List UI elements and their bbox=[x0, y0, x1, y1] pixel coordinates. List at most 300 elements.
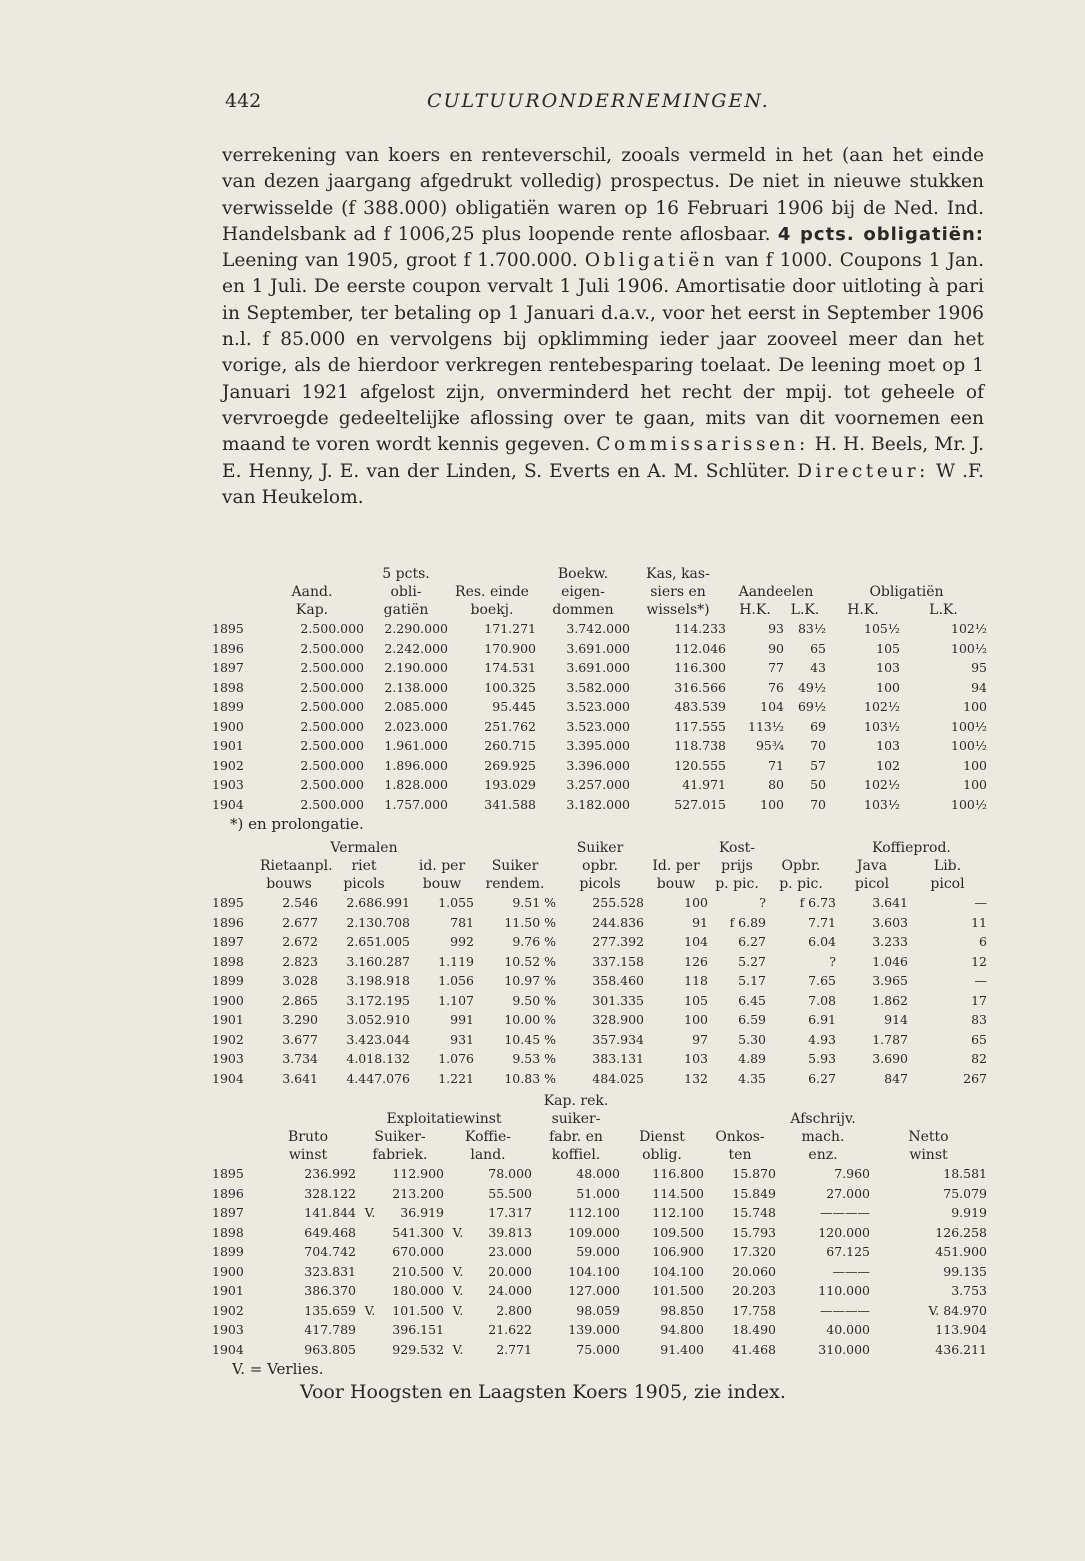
value-cell: 18.581 bbox=[943, 1166, 987, 1181]
value-cell: 5.30 bbox=[738, 1031, 766, 1047]
value-cell: 341.588 bbox=[484, 796, 536, 812]
value-cell: 6.45 bbox=[738, 992, 766, 1008]
table-row bbox=[212, 795, 987, 815]
value-cell: 59.000 bbox=[576, 1244, 620, 1259]
value-cell: 15.748 bbox=[732, 1205, 776, 1220]
value-cell: V. bbox=[452, 1341, 464, 1357]
value-cell: 323.831 bbox=[304, 1263, 356, 1279]
header-cell: Opbr. bbox=[781, 858, 821, 874]
value-cell: 277.392 bbox=[592, 934, 644, 949]
value-cell: 102½ bbox=[864, 777, 900, 792]
value-cell: 100 bbox=[963, 699, 987, 714]
value-cell: 71 bbox=[768, 757, 784, 773]
value-cell: 3.691.000 bbox=[566, 660, 630, 675]
value-cell: 914 bbox=[884, 1012, 908, 1027]
table-row bbox=[212, 697, 987, 717]
value-cell: 3.198.918 bbox=[346, 973, 410, 988]
value-cell: 436.211 bbox=[935, 1341, 987, 1357]
value-cell bbox=[356, 1184, 384, 1204]
header-cell: picol bbox=[854, 876, 890, 892]
prose-part-4: H. H. Beels, Mr. J. E. Henny, J. E. van der Linden, S. Everts en A. M. Schlüter. bbox=[222, 434, 984, 482]
value-cell: 781 bbox=[450, 914, 474, 930]
value-cell: 100 bbox=[684, 895, 708, 910]
value-cell: V. bbox=[452, 1224, 464, 1240]
value-cell: 6.27 bbox=[738, 934, 766, 949]
value-cell: 112.100 bbox=[568, 1205, 620, 1220]
value-cell: 7.65 bbox=[808, 973, 836, 988]
header-cell: p. pic. bbox=[779, 876, 823, 892]
table-row bbox=[212, 658, 987, 678]
value-cell: 244.836 bbox=[592, 914, 644, 930]
value-cell: 963.805 bbox=[304, 1341, 356, 1357]
table-row bbox=[212, 1164, 987, 1184]
header-cell: fabriek. bbox=[372, 1147, 428, 1163]
value-cell: 396.151 bbox=[392, 1322, 444, 1337]
year-cell: 1904 bbox=[212, 1070, 244, 1086]
value-cell: 1.046 bbox=[872, 953, 908, 969]
header-cell: Afschrijv. bbox=[790, 1111, 856, 1127]
value-cell: 2.138.000 bbox=[384, 679, 448, 695]
value-cell: 1.107 bbox=[438, 992, 474, 1008]
value-cell: 116.300 bbox=[674, 660, 726, 675]
table-row bbox=[212, 639, 987, 659]
spaced-commissarissen: Commissarissen: bbox=[596, 434, 809, 456]
prose-part-2: Leening van 1905, groot f 1.700.000. bbox=[222, 250, 578, 272]
page-header bbox=[225, 90, 985, 114]
header-cell: Rietaanpl. bbox=[260, 858, 333, 874]
header-cell: H.K. bbox=[739, 602, 771, 618]
value-cell: 100½ bbox=[951, 738, 987, 753]
value-cell: 2.500.000 bbox=[300, 699, 364, 714]
value-cell bbox=[356, 1320, 384, 1340]
value-cell: 20.060 bbox=[732, 1263, 776, 1279]
header-cell: boekj. bbox=[470, 602, 514, 618]
value-cell bbox=[444, 1203, 472, 1223]
value-cell: 1.119 bbox=[438, 953, 474, 969]
value-cell: 2.500.000 bbox=[300, 640, 364, 656]
production-table-body bbox=[212, 893, 987, 1088]
table-row bbox=[212, 1301, 987, 1321]
value-cell: V. bbox=[452, 1302, 464, 1318]
table-row bbox=[212, 893, 987, 913]
value-cell: 328.900 bbox=[592, 1012, 644, 1027]
header-cell: Java bbox=[856, 858, 888, 874]
table-row bbox=[212, 913, 987, 933]
value-cell: 116.800 bbox=[652, 1166, 704, 1181]
value-cell: 3.257.000 bbox=[566, 777, 630, 792]
value-cell: ———— bbox=[820, 1302, 870, 1318]
table-row bbox=[212, 1049, 987, 1069]
value-cell: 65 bbox=[810, 640, 826, 656]
value-cell: 383.131 bbox=[592, 1051, 644, 1066]
value-cell: 91.400 bbox=[660, 1341, 704, 1357]
value-cell: 527.015 bbox=[674, 796, 726, 812]
value-cell: 93 bbox=[768, 621, 784, 636]
value-cell: 3.691.000 bbox=[566, 640, 630, 656]
header-cell: dommen bbox=[552, 602, 614, 618]
table-row bbox=[212, 1242, 987, 1262]
value-cell: 1.056 bbox=[438, 973, 474, 988]
table-row bbox=[212, 678, 987, 698]
value-cell: 11.50 % bbox=[504, 914, 556, 930]
value-cell: 6.91 bbox=[808, 1012, 836, 1027]
value-cell: 10.83 % bbox=[504, 1070, 556, 1086]
year-cell: 1901 bbox=[212, 1283, 244, 1298]
value-cell: 6 bbox=[979, 934, 987, 949]
value-cell: 847 bbox=[884, 1070, 908, 1086]
prose-part-1: verrekening van koers en renteverschil, zooals vermeld in het (aan het einde van dezen jaargang afgedrukt volledig) prospectus. De niet in nieuwe stukken verwisselde (f 388.000) obligatiën waren op 16 Februari 1906 bij de Ned. Ind. Handelsbank ad f 1006,25 plus loopende rente aflosbaar. bbox=[222, 145, 984, 245]
value-cell: 95 bbox=[971, 660, 987, 675]
value-cell: 15.793 bbox=[732, 1224, 776, 1240]
body-text bbox=[222, 143, 984, 511]
value-cell: 357.934 bbox=[592, 1031, 644, 1047]
value-cell: 174.531 bbox=[484, 660, 536, 675]
value-cell: 5.93 bbox=[808, 1051, 836, 1066]
header-cell: gatiën bbox=[383, 602, 429, 618]
header-cell: riet bbox=[351, 858, 377, 874]
value-cell: 171.271 bbox=[484, 621, 536, 636]
running-head: CULTUURONDERNEMINGEN. bbox=[427, 90, 770, 112]
value-cell: 1.896.000 bbox=[384, 757, 448, 773]
value-cell: — bbox=[974, 973, 987, 988]
value-cell: 10.97 % bbox=[504, 973, 556, 988]
header-cell: siers en bbox=[650, 584, 706, 600]
header-cell: picol bbox=[930, 876, 965, 892]
table-row bbox=[212, 1223, 987, 1243]
value-cell: 3.603 bbox=[872, 914, 908, 930]
header-cell: bouws bbox=[266, 876, 312, 892]
value-cell: 649.468 bbox=[304, 1224, 356, 1240]
value-cell: V. bbox=[452, 1283, 464, 1298]
value-cell: 991 bbox=[450, 1012, 474, 1027]
value-cell: 193.029 bbox=[484, 777, 536, 792]
value-cell: 94.800 bbox=[660, 1322, 704, 1337]
header-cell: mach. bbox=[801, 1129, 845, 1145]
value-cell: 98.850 bbox=[660, 1302, 704, 1318]
year-cell: 1899 bbox=[212, 1244, 244, 1259]
value-cell: 1.862 bbox=[872, 992, 908, 1008]
value-cell: 75.000 bbox=[576, 1341, 620, 1357]
value-cell bbox=[444, 1164, 472, 1184]
table-row bbox=[212, 1203, 987, 1223]
value-cell: 104.100 bbox=[652, 1263, 704, 1279]
header-cell: oblig. bbox=[642, 1147, 682, 1163]
value-cell: 1.961.000 bbox=[384, 738, 448, 753]
bond-heading: 4 pcts. obligatiën: bbox=[777, 223, 984, 245]
value-cell: 3.172.195 bbox=[346, 992, 410, 1008]
value-cell: 97 bbox=[692, 1031, 708, 1047]
value-cell: 101.500 bbox=[652, 1283, 704, 1298]
value-cell: 117.555 bbox=[674, 718, 726, 734]
value-cell: 1.055 bbox=[438, 895, 474, 910]
year-cell: 1897 bbox=[212, 934, 244, 949]
value-cell: 103 bbox=[876, 738, 900, 753]
value-cell: 120.000 bbox=[818, 1224, 870, 1240]
value-cell: 7.71 bbox=[808, 914, 836, 930]
value-cell: 1.076 bbox=[438, 1051, 474, 1066]
table-row bbox=[212, 1184, 987, 1204]
year-cell: 1896 bbox=[212, 914, 244, 930]
value-cell: 139.000 bbox=[568, 1322, 620, 1337]
header-cell: koffiel. bbox=[551, 1147, 601, 1163]
year-cell: 1900 bbox=[212, 1263, 244, 1279]
value-cell: 43 bbox=[810, 660, 826, 675]
year-cell: 1904 bbox=[212, 1341, 244, 1357]
value-cell: 78.000 bbox=[488, 1166, 532, 1181]
table-row bbox=[212, 736, 987, 756]
value-cell: 27.000 bbox=[826, 1185, 870, 1201]
value-cell: 77 bbox=[768, 660, 784, 675]
value-cell bbox=[356, 1164, 384, 1184]
value-cell: 21.622 bbox=[488, 1322, 532, 1337]
value-cell: 3.753 bbox=[951, 1283, 987, 1298]
value-cell: 2.500.000 bbox=[300, 777, 364, 792]
value-cell: 104 bbox=[684, 934, 708, 949]
results-table-body bbox=[212, 1164, 987, 1359]
table-row bbox=[212, 991, 987, 1011]
closing-note: Voor Hoogsten en Laagsten Koers 1905, zie index. bbox=[300, 1381, 786, 1403]
value-cell: 337.158 bbox=[592, 953, 644, 969]
value-cell: 100 bbox=[760, 796, 784, 812]
year-cell: 1899 bbox=[212, 699, 244, 714]
header-cell: obli- bbox=[390, 584, 422, 600]
header-cell: Onkos- bbox=[715, 1129, 765, 1145]
header-cell: suiker- bbox=[551, 1111, 601, 1127]
header-cell: wissels*) bbox=[646, 602, 710, 618]
value-cell: 4.93 bbox=[808, 1031, 836, 1047]
table-row bbox=[212, 932, 987, 952]
value-cell: 2.677 bbox=[282, 914, 318, 930]
value-cell: 112.100 bbox=[652, 1205, 704, 1220]
value-cell: 2.500.000 bbox=[300, 621, 364, 636]
header-cell: Dienst bbox=[639, 1129, 685, 1145]
value-cell: 65 bbox=[971, 1031, 987, 1047]
value-cell: 126 bbox=[684, 953, 708, 969]
value-cell: 100½ bbox=[951, 796, 987, 812]
header-cell: Aand. bbox=[291, 584, 333, 600]
value-cell: 12 bbox=[971, 953, 987, 969]
value-cell: 132 bbox=[684, 1070, 708, 1086]
value-cell: 83 bbox=[971, 1012, 987, 1027]
value-cell: 10.52 % bbox=[504, 953, 556, 969]
value-cell: 704.742 bbox=[304, 1244, 356, 1259]
value-cell: 102 bbox=[876, 757, 900, 773]
capital-table-body bbox=[212, 619, 987, 814]
year-cell: 1900 bbox=[212, 718, 244, 734]
header-cell: Exploitatiewinst bbox=[386, 1111, 502, 1127]
value-cell: 2.500.000 bbox=[300, 718, 364, 734]
year-cell: 1903 bbox=[212, 1322, 244, 1337]
value-cell: 358.460 bbox=[592, 973, 644, 988]
value-cell: 109.500 bbox=[652, 1224, 704, 1240]
value-cell: 301.335 bbox=[592, 992, 644, 1008]
year-cell: 1903 bbox=[212, 1051, 244, 1066]
results-table-head bbox=[212, 1092, 987, 1164]
value-cell: 70 bbox=[810, 738, 826, 753]
value-cell: 2.500.000 bbox=[300, 738, 364, 753]
table-row bbox=[212, 952, 987, 972]
value-cell: 105 bbox=[876, 640, 900, 656]
value-cell: 2.500.000 bbox=[300, 796, 364, 812]
value-cell: 6.59 bbox=[738, 1012, 766, 1027]
value-cell: 113½ bbox=[748, 718, 784, 734]
value-cell: 2.130.708 bbox=[346, 914, 410, 930]
header-cell: Aandeelen bbox=[738, 584, 814, 600]
year-cell: 1904 bbox=[212, 796, 244, 812]
page-number: 442 bbox=[225, 90, 262, 112]
value-cell: 2.290.000 bbox=[384, 621, 448, 636]
value-cell: 2.500.000 bbox=[300, 660, 364, 675]
value-cell: 48.000 bbox=[576, 1166, 620, 1181]
value-cell: 39.813 bbox=[488, 1224, 532, 1240]
value-cell: V. bbox=[452, 1263, 464, 1279]
value-cell: 9.919 bbox=[951, 1205, 987, 1220]
prolongatie-footnote: *) en prolongatie. bbox=[230, 815, 364, 833]
header-cell: Boekw. bbox=[557, 566, 609, 582]
value-cell: 251.762 bbox=[484, 718, 536, 734]
value-cell: 3.182.000 bbox=[566, 796, 630, 812]
value-cell bbox=[356, 1340, 384, 1360]
value-cell: 3.423.044 bbox=[346, 1031, 410, 1047]
value-cell: 101.500 bbox=[392, 1302, 444, 1318]
value-cell: 105½ bbox=[864, 621, 900, 636]
header-cell: Koffie- bbox=[465, 1129, 511, 1145]
value-cell: 170.900 bbox=[484, 640, 536, 656]
value-cell: 15.870 bbox=[732, 1166, 776, 1181]
value-cell: 931 bbox=[450, 1031, 474, 1047]
value-cell: 105 bbox=[684, 992, 708, 1008]
value-cell: f 6.73 bbox=[799, 895, 836, 910]
value-cell: 57 bbox=[810, 757, 826, 773]
table-row bbox=[212, 1262, 987, 1282]
table-row bbox=[212, 1281, 987, 1301]
value-cell: 100 bbox=[876, 679, 900, 695]
table-row bbox=[212, 619, 987, 639]
header-cell: opbr. bbox=[582, 858, 618, 874]
header-cell: land. bbox=[470, 1147, 506, 1163]
value-cell: 83½ bbox=[797, 621, 826, 636]
value-cell: 112.046 bbox=[674, 640, 726, 656]
value-cell: 2.672 bbox=[282, 934, 318, 949]
value-cell: 3.965 bbox=[872, 973, 908, 988]
value-cell: 18.490 bbox=[732, 1322, 776, 1337]
value-cell: 104.100 bbox=[568, 1263, 620, 1279]
value-cell: 100 bbox=[963, 757, 987, 773]
value-cell: 2.771 bbox=[496, 1341, 532, 1357]
year-cell: 1899 bbox=[212, 973, 244, 988]
value-cell: 100 bbox=[963, 777, 987, 792]
header-cell: Kost- bbox=[718, 840, 756, 856]
year-cell: 1896 bbox=[212, 640, 244, 656]
header-cell: enz. bbox=[808, 1147, 838, 1163]
year-cell: 1902 bbox=[212, 757, 244, 773]
value-cell: 5.17 bbox=[738, 973, 766, 988]
value-cell: 126.258 bbox=[935, 1224, 987, 1240]
value-cell: 3.233 bbox=[872, 934, 908, 949]
value-cell: 95¾ bbox=[755, 738, 784, 753]
value-cell bbox=[444, 1184, 472, 1204]
value-cell: 90 bbox=[768, 640, 784, 656]
value-cell: 24.000 bbox=[488, 1283, 532, 1298]
header-cell: L.K. bbox=[790, 602, 820, 618]
value-cell: 328.122 bbox=[304, 1185, 356, 1201]
value-cell: 15.849 bbox=[732, 1185, 776, 1201]
value-cell: 3.641 bbox=[282, 1070, 318, 1086]
value-cell: 310.000 bbox=[818, 1341, 870, 1357]
value-cell: 55.500 bbox=[488, 1185, 532, 1201]
value-cell bbox=[444, 1320, 472, 1340]
value-cell: 3.290 bbox=[282, 1012, 318, 1027]
value-cell: 40.000 bbox=[826, 1322, 870, 1337]
value-cell: 103 bbox=[876, 660, 900, 675]
value-cell: 316.566 bbox=[674, 679, 726, 695]
value-cell: 4.35 bbox=[738, 1070, 766, 1086]
year-cell: 1895 bbox=[212, 621, 244, 636]
value-cell: 50 bbox=[810, 777, 826, 792]
table-row bbox=[212, 1340, 987, 1360]
value-cell: 7.960 bbox=[834, 1166, 870, 1181]
value-cell: 2.546 bbox=[282, 895, 318, 910]
value-cell: 103 bbox=[684, 1051, 708, 1066]
spaced-directeur: Directeur: bbox=[797, 460, 929, 482]
year-cell: 1897 bbox=[212, 1205, 244, 1220]
value-cell: 17.320 bbox=[732, 1244, 776, 1259]
value-cell: 118 bbox=[684, 973, 708, 988]
header-cell: Kas, kas- bbox=[646, 566, 710, 582]
value-cell: 135.659 bbox=[304, 1302, 356, 1318]
value-cell: ? bbox=[829, 953, 836, 969]
year-cell: 1898 bbox=[212, 1224, 244, 1240]
prose-part-3: van f 1000. Coupons 1 Jan. en 1 Juli. De eerste coupon vervalt 1 Juli 1906. Amortisatie door uitloting à pari in September, ter betaling op 1 Januari d.a.v., voor het eerst in September 1906 n.l. f 85.000 en vervolgens bij opklimming ieder jaar zooveel meer dan het vorige, als de hierdoor verkregen rentebesparing toelaat. De leening moet op 1 Januari 1921 afgelost zijn, onverminderd het recht der mpij. tot geheele of vervroegde gedeeltelijke aflossing over te gaan, mits van dit voornemen een maand te voren wordt kennis gegeven. bbox=[222, 250, 984, 456]
value-cell: 100½ bbox=[951, 640, 987, 656]
year-cell: 1898 bbox=[212, 953, 244, 969]
production-table-head bbox=[212, 839, 987, 893]
year-cell: 1901 bbox=[212, 1012, 244, 1027]
value-cell: 94 bbox=[971, 679, 987, 695]
header-cell: Kap. rek. bbox=[543, 1093, 609, 1109]
value-cell: 6.04 bbox=[808, 934, 836, 949]
value-cell: 112.900 bbox=[392, 1166, 444, 1181]
value-cell: 103½ bbox=[864, 796, 900, 812]
table-row bbox=[212, 1030, 987, 1050]
value-cell: 2.190.000 bbox=[384, 660, 448, 675]
value-cell: 2.500.000 bbox=[300, 757, 364, 773]
value-cell: 451.900 bbox=[935, 1244, 987, 1259]
table-row bbox=[212, 971, 987, 991]
value-cell: V. 84.970 bbox=[928, 1302, 987, 1318]
value-cell: 210.500 bbox=[392, 1263, 444, 1279]
value-cell: 255.528 bbox=[592, 895, 644, 910]
value-cell: 2.651.005 bbox=[346, 934, 410, 949]
value-cell: 141.844 bbox=[304, 1205, 356, 1220]
value-cell: 10.00 % bbox=[504, 1012, 556, 1027]
value-cell: 3.523.000 bbox=[566, 699, 630, 714]
value-cell: 3.028 bbox=[282, 973, 318, 988]
header-cell: prijs bbox=[721, 858, 753, 874]
header-cell: Bruto bbox=[287, 1129, 329, 1145]
value-cell: 4.447.076 bbox=[346, 1070, 410, 1086]
value-cell: 75.079 bbox=[943, 1185, 987, 1201]
year-cell: 1903 bbox=[212, 777, 244, 792]
value-cell: 2.686.991 bbox=[346, 895, 410, 910]
value-cell: 2.800 bbox=[496, 1302, 532, 1318]
value-cell: 41.468 bbox=[732, 1341, 776, 1357]
header-cell: L.K. bbox=[929, 602, 958, 618]
value-cell: 2.823 bbox=[282, 953, 318, 969]
table-row bbox=[212, 756, 987, 776]
value-cell: 541.300 bbox=[392, 1224, 444, 1240]
value-cell: ? bbox=[759, 895, 766, 910]
